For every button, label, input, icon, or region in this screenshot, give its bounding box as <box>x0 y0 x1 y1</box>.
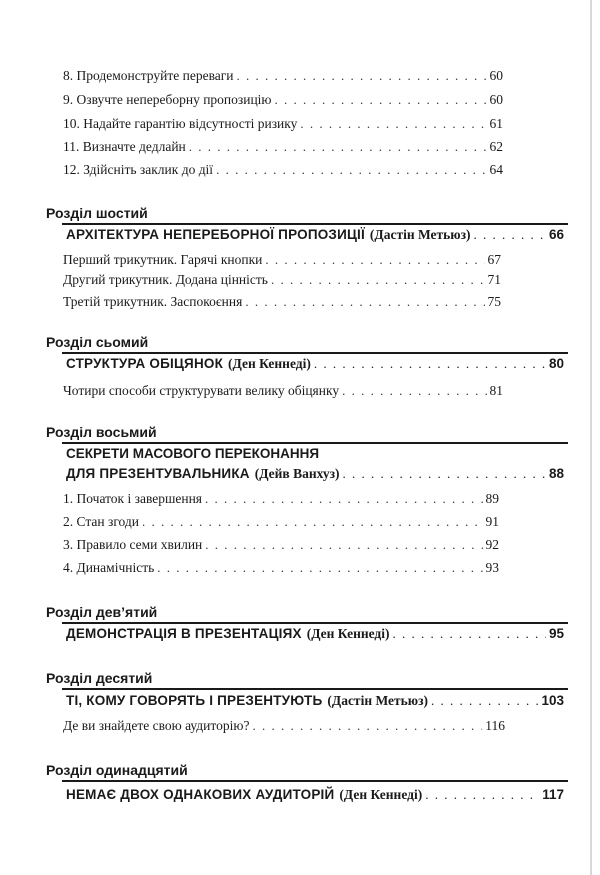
chapter-author: (Дастін Метьюз) <box>369 227 471 242</box>
toc-entry[interactable] <box>63 92 503 110</box>
toc-entry-page: 60 <box>489 92 503 107</box>
toc-entry-label: 8. Продемонструйте переваги <box>63 68 234 83</box>
section-divider <box>62 442 568 444</box>
toc-entry-page: 60 <box>489 68 503 83</box>
toc-entry-page: 91 <box>485 514 499 529</box>
toc-entry[interactable] <box>63 272 501 290</box>
toc-entry-label: Перший трикутник. Гарячі кнопки <box>63 252 263 267</box>
leader-dots <box>216 162 486 178</box>
section-heading: Розділ шостий <box>46 205 148 221</box>
toc-entry[interactable] <box>63 252 501 270</box>
toc-entry-page: 71 <box>487 272 501 287</box>
toc-entry-label: 12. Здійсніть заклик до дії <box>63 162 214 177</box>
toc-entry-page: 92 <box>485 537 499 552</box>
toc-entry-label: 2. Стан згоди <box>63 514 139 529</box>
section-heading: Розділ дев’ятий <box>46 604 158 620</box>
chapter-page: 88 <box>548 466 564 481</box>
toc-entry-page: 62 <box>489 139 503 154</box>
toc-entry-page: 67 <box>487 252 501 267</box>
section-heading: Розділ восьмий <box>46 424 157 440</box>
chapter-entry[interactable] <box>66 693 564 713</box>
section-divider <box>62 780 568 782</box>
chapter-title-line1: СЕКРЕТИ МАСОВОГО ПЕРЕКОНАННЯ <box>66 446 320 461</box>
section-divider <box>62 352 568 354</box>
toc-entry-label: Третій трикутник. Заспокоєння <box>63 294 243 309</box>
chapter-title: ДЛЯ ПРЕЗЕНТУВАЛЬНИКА <box>66 466 250 481</box>
chapter-author: (Дейв Ванхуз) <box>254 466 340 481</box>
toc-entry-page: 61 <box>489 116 503 131</box>
toc-entry-page: 75 <box>487 294 501 309</box>
toc-entry-label: Де ви знайдете свою аудиторію? <box>63 718 250 733</box>
toc-entry-label: 10. Надайте гарантію відсутності ризику <box>63 116 298 131</box>
leader-dots <box>431 693 538 709</box>
section-heading: Розділ сьомий <box>46 334 149 350</box>
leader-dots <box>189 139 487 155</box>
leader-dots <box>342 383 486 399</box>
chapter-page: 95 <box>548 626 564 641</box>
chapter-entry[interactable] <box>66 227 564 247</box>
leader-dots <box>314 356 546 372</box>
toc-entry[interactable] <box>63 537 499 555</box>
toc-entry[interactable] <box>63 139 503 157</box>
chapter-entry[interactable] <box>66 466 564 486</box>
chapter-page: 103 <box>541 693 564 708</box>
toc-entry-label: 4. Динамічність <box>63 560 155 575</box>
leader-dots <box>245 294 484 310</box>
section-divider <box>62 688 568 690</box>
leader-dots <box>205 491 482 507</box>
chapter-page: 80 <box>548 356 564 371</box>
page-edge <box>590 0 592 875</box>
toc-entry[interactable] <box>63 294 501 312</box>
chapter-title: СТРУКТУРА ОБІЦЯНОК <box>66 356 224 371</box>
chapter-title: ДЕМОНСТРАЦІЯ В ПРЕЗЕНТАЦІЯХ <box>66 626 302 641</box>
section-divider <box>62 622 568 624</box>
leader-dots <box>237 68 487 84</box>
leader-dots <box>474 227 546 243</box>
leader-dots <box>205 537 482 553</box>
section-heading: Розділ десятий <box>46 670 153 686</box>
toc-entry-label: Чотири способи структурувати велику обіцянку <box>63 383 340 398</box>
leader-dots <box>157 560 482 576</box>
section-divider <box>62 223 568 225</box>
chapter-author: (Дастін Метьюз) <box>327 693 429 708</box>
leader-dots <box>271 272 485 288</box>
toc-entry[interactable] <box>63 162 503 180</box>
toc-entry-label: 11. Визначте дедлайн <box>63 139 186 154</box>
toc-entry[interactable] <box>63 718 505 736</box>
chapter-author: (Ден Кеннеді) <box>339 787 423 802</box>
chapter-page: 66 <box>548 227 564 242</box>
toc-entry-page: 89 <box>485 491 499 506</box>
leader-dots <box>252 718 482 734</box>
toc-entry-page: 116 <box>485 718 505 733</box>
toc-entry[interactable] <box>63 383 503 401</box>
chapter-title: НЕМАЄ ДВОХ ОДНАКОВИХ АУДИТОРІЙ <box>66 787 335 802</box>
chapter-title: ТІ, КОМУ ГОВОРЯТЬ І ПРЕЗЕНТУЮТЬ <box>66 693 323 708</box>
toc-entry-label: 1. Початок і завершення <box>63 491 203 506</box>
chapter-entry[interactable] <box>66 787 564 807</box>
toc-entry-label: 9. Озвучте непереборну пропозицію <box>63 92 272 107</box>
leader-dots <box>393 626 546 642</box>
chapter-author: (Ден Кеннеді) <box>228 356 311 371</box>
chapter-page: 117 <box>542 787 564 802</box>
leader-dots <box>425 787 539 803</box>
toc-entry[interactable] <box>63 116 503 134</box>
leader-dots <box>343 466 546 482</box>
toc-entry-page: 93 <box>485 560 499 575</box>
chapter-title: АРХІТЕКТУРА НЕПЕРЕБОРНОЇ ПРОПОЗИЦІЇ <box>66 227 365 242</box>
toc-entry-label: 3. Правило семи хвилин <box>63 537 203 552</box>
toc-entry-page: 64 <box>489 162 503 177</box>
toc-entry[interactable] <box>63 560 499 578</box>
chapter-entry[interactable] <box>66 626 564 646</box>
toc-entry-page: 81 <box>489 383 503 398</box>
leader-dots <box>142 514 483 530</box>
leader-dots <box>300 116 486 132</box>
chapter-author: (Ден Кеннеді) <box>306 626 390 641</box>
toc-entry[interactable] <box>63 68 503 86</box>
toc-entry[interactable] <box>63 491 499 509</box>
chapter-entry[interactable] <box>66 356 564 376</box>
section-heading: Розділ одинадцятий <box>46 762 188 778</box>
leader-dots <box>265 252 484 268</box>
toc-entry[interactable] <box>63 514 499 532</box>
leader-dots <box>275 92 487 108</box>
toc-entry-label: Другий трикутник. Додана цінність <box>63 272 268 287</box>
